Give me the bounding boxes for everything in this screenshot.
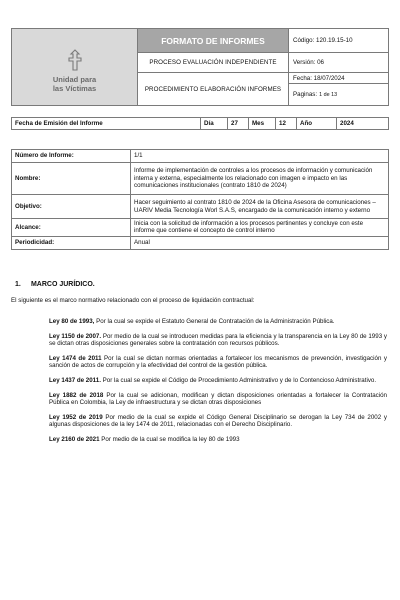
pages-value: 1 de 13 [319, 91, 338, 98]
report-info-table [11, 149, 389, 250]
law-description: Por medio de la cual se expide el Código General Disciplinario se derogan la Ley 734 de 2002 y algunas disposiciones de la ley 1474 de 2011, relacionadas con el Derecho Disciplinario. [49, 413, 387, 429]
info-key: Periodicidad: [12, 236, 131, 249]
day-label: Día [201, 118, 228, 129]
law-name: Ley 1474 de 2011 [49, 354, 102, 362]
page-count [289, 84, 388, 105]
info-value: Anual [131, 236, 389, 249]
section-title: MARCO JURÍDICO. [30, 281, 95, 288]
logo-text-line-2: las Víctimas [52, 84, 97, 93]
law-name: Ley 1882 de 2018 [49, 391, 104, 399]
law-description: Por la cual se expide el Código de Procedimiento Administrativo y de lo Contencioso Administrativo. [100, 376, 377, 384]
emission-date-row [11, 117, 389, 130]
list-item [49, 318, 387, 326]
procedure-name: PROCEDIMIENTO ELABORACIÓN INFORMES [144, 85, 282, 93]
info-value: Informe de implementación de controles a los procesos de información y comunicación interna y externa, especialmente los relacionado con imagen e impacto en las comunicaciones institucionales (contrato 1810 de 2024) [131, 163, 389, 195]
table-row [12, 219, 389, 237]
pages-label: Paginas: [293, 91, 318, 98]
info-value: Hacer seguimiento al contrato 1810 de 2024 de la Oficina Asesora de comunicaciones – UARIV Media Tecnología Worl S.A.S, encargado de la comunicación interno y externo [131, 195, 389, 219]
document-title: FORMATO DE INFORMES [138, 29, 288, 53]
year-label: Año [297, 118, 337, 129]
year-value: 2024 [340, 120, 354, 127]
info-key: Número de Informe: [12, 150, 131, 163]
list-item [49, 377, 387, 385]
emission-label: Fecha de Emisión del Informe [12, 118, 201, 129]
law-name: Ley 1437 de 2011. [49, 376, 101, 384]
law-description: Por la cual se dictan normas orientadas a fortalecer los mecanismos de prevención, investigación y sanción de actos de corrupción y la efectividad del control de la gestión pública. [49, 354, 387, 370]
list-item [49, 414, 387, 429]
info-value: Inicia con la solicitud de información a los procesos pertinentes y concluye con este informe que contiene el concepto de control interno [131, 219, 389, 237]
law-description: Por medio de la cual se modifica la ley 80 de 1993 [99, 435, 240, 443]
info-value: 1/1 [131, 150, 389, 163]
section-intro: El siguiente es el marco normativo relacionado con el proceso de liquidación contractual: [11, 297, 255, 304]
info-key: Objetivo: [12, 195, 131, 219]
table-row [12, 150, 389, 163]
law-description: Por la cual se expide el Estatuto General de Contratación de la Administración Pública. [94, 318, 335, 325]
law-name: Ley 80 de 1993, [49, 318, 95, 325]
logo-cell [12, 29, 138, 105]
legal-framework-list [49, 318, 387, 451]
list-item [49, 436, 387, 444]
document-date: Fecha: 18/07/2024 [289, 73, 388, 84]
header-title-column [138, 29, 289, 105]
law-description: Por medio de la cual se introducen medidas para la eficiencia y la transparencia en la Ley 80 de 1993 y se dictan otras disposiciones generales sobre la contratación con recursos públicos. [49, 332, 387, 348]
document-code: Código: 120.19.15-10 [289, 29, 388, 53]
logo-text-line-1: Unidad para [52, 75, 97, 84]
table-row [12, 163, 389, 195]
info-key: Alcance: [12, 219, 131, 237]
law-name: Ley 1150 de 2007. [49, 332, 102, 340]
law-name: Ley 2160 de 2021 [49, 435, 100, 443]
table-row [12, 236, 389, 249]
list-item [49, 355, 387, 370]
info-key: Nombre: [12, 163, 131, 195]
list-item [49, 392, 387, 407]
section-number: 1. [15, 281, 21, 288]
document-version: Versión: 06 [289, 53, 388, 73]
section-heading [15, 281, 95, 288]
law-description: Por la cual se adicionan, modifican y dictan disposiciones orientadas a fortalecer la Contratación Pública en Colombia, la Ley de infraestructura y se dictan otras disposiciones [49, 391, 387, 407]
document-header [11, 28, 389, 106]
logo-text [12, 75, 137, 93]
list-item [49, 333, 387, 348]
process-name: PROCESO EVALUACIÓN INDEPENDIENTE [138, 53, 288, 73]
header-meta-column [289, 29, 388, 105]
month-label: Mes [249, 118, 276, 129]
table-row [12, 195, 389, 219]
day-value: 27 [228, 118, 249, 129]
unidad-victimas-logo-icon [65, 49, 85, 71]
month-value: 12 [276, 118, 297, 129]
law-name: Ley 1952 de 2019 [49, 413, 103, 421]
